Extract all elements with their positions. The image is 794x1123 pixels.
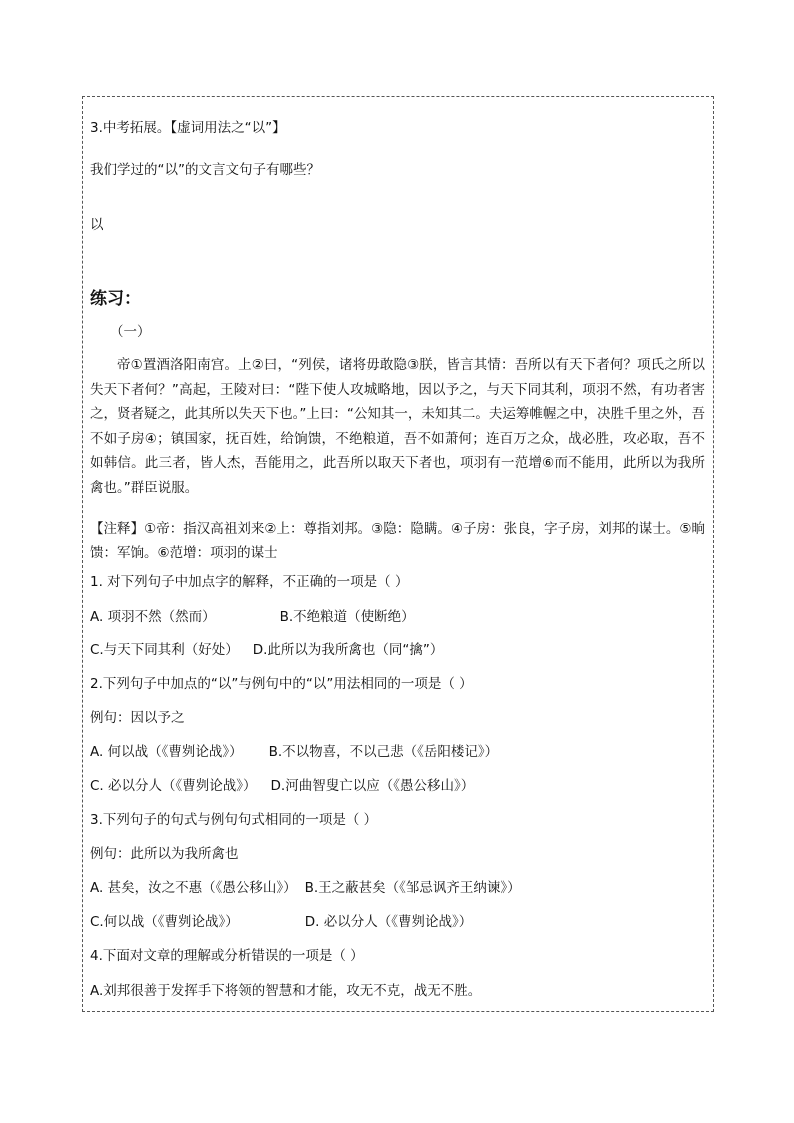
q2-example: 例句：因以予之 (90, 710, 185, 726)
q2-option-row-2 (90, 777, 474, 795)
q4-stem: 4.下面对文章的理解或分析错误的一项是（ ） (90, 948, 364, 964)
q4-option-a: A.刘邦很善于发挥手下将领的智慧和才能，攻无不克，战无不胜。 (90, 983, 482, 999)
q2-option-row-1 (90, 743, 498, 761)
q1-option-d: D.此所以为我所禽也（同“擒”） (252, 642, 444, 658)
q3-stem: 3.下列句子的句式与例句句式相同的一项是（ ） (90, 812, 378, 828)
part-label: （一） (110, 324, 151, 340)
classical-passage: 帝①置酒洛阳南宫。上②曰，“列侯，诸将毋敢隐③朕，皆言其情：吾所以有天下者何？项氏之所以失天下者何？”高起，王陵对曰：“陛下使人攻城略地，因以予之，与天下同其利，项羽不然，有功者害之，贤者疑之，此其所以失天下也。”上曰：“公知其一，未知其二。夫运筹帷幄之中，决胜千里之外，吾不如子房④；镇国家，抚百姓，给饷馈，不绝粮道，吾不如萧何；连百万之众，战必胜，攻必取，吾不如韩信。此三者，皆人杰，吾能用之，此吾所以取天下者也，项羽有一范增⑥而不能用，此所以为我所禽也。”群臣说服。 (90, 357, 705, 496)
q3-option-c: C.何以战（《曹刿论战》） (90, 914, 239, 930)
q3-option-row-2 (90, 913, 472, 931)
annotation-notes: 【注释】①帝：指汉高祖刘来②上：尊指刘邦。③隐：隐瞒。④子房：张良，字子房，刘邦的谋士。⑤晌馈：军饷。⑥范增：项羽的谋士 (90, 521, 705, 561)
q1-option-a: A. 项羽不然（然而） (90, 609, 216, 625)
q3-option-b: B.王之蔽甚矣（《邹忌讽齐王纳谏》） (304, 880, 521, 896)
q1-option-row-1 (90, 608, 415, 626)
q1-option-c: C.与天下同其利（好处） (90, 642, 239, 658)
section-3-question: 我们学过的“以”的文言文句子有哪些？ (90, 162, 320, 178)
q3-option-a: A. 甚矣，汝之不惠（《愚公移山》） (90, 880, 297, 896)
q1-option-row-2 (90, 641, 443, 659)
practice-heading: 练习： (90, 289, 141, 309)
q3-option-d: D. 必以分人（《曹刿论战》） (304, 914, 473, 930)
q3-option-row-1 (90, 879, 521, 897)
q2-option-b: B.不以物喜，不以己悲（《岳阳楼记》） (268, 744, 499, 760)
q3-example: 例句：此所以为我所禽也 (90, 846, 239, 862)
q2-option-a: A. 何以战（《曹刿论战》） (90, 744, 243, 760)
q2-stem: 2.下列句子中加点的“以”与例句中的“以”用法相同的一项是（ ） (90, 676, 473, 692)
q2-option-c: C. 必以分人（《曹刿论战》） (90, 778, 257, 794)
section-3-title: 3.中考拓展。【虚词用法之“以”】 (90, 120, 286, 136)
answer-blank-start: 以 (90, 217, 104, 233)
q1-option-b: B.不绝粮道（使断绝） (279, 609, 415, 625)
q2-option-d: D.河曲智叟亡以应（《愚公移山》） (270, 778, 475, 794)
q1-stem: 1. 对下列句子中加点字的解释，不正确的一项是（ ） (90, 574, 409, 590)
